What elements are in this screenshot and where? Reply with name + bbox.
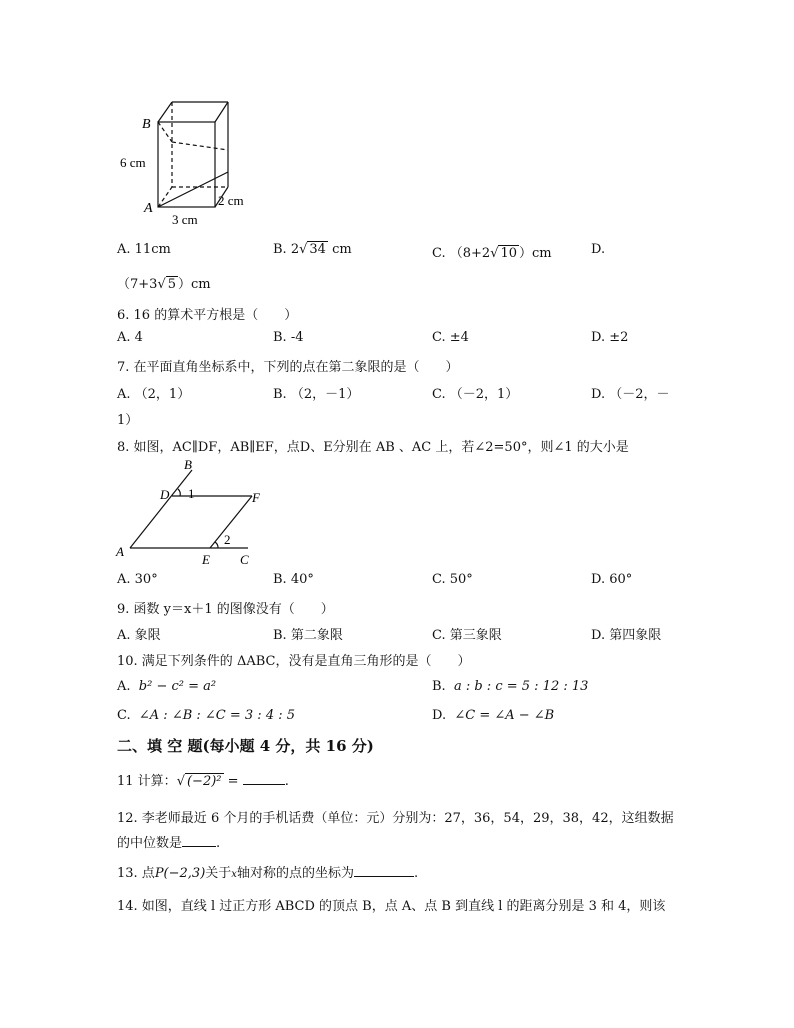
q12-answer-blank[interactable] <box>182 834 216 847</box>
q13-mid: 关于 <box>205 866 232 881</box>
q13-prefix: 13. 点 <box>117 866 155 881</box>
q5-option-d-cont <box>117 273 211 292</box>
q10-option-a-math: b² − c² = a² <box>138 679 217 694</box>
q10-option-b-math: a : b : c = 5 : 12 : 13 <box>453 679 589 694</box>
q12-line2-suffix: . <box>216 836 221 851</box>
q6-option-d[interactable]: D. ±2 <box>591 330 629 345</box>
q10-option-a-label: A. <box>117 679 131 694</box>
q5-option-b[interactable] <box>273 242 352 257</box>
q5-option-a[interactable]: A. 11cm <box>117 242 171 257</box>
q13-mid2: 轴对称的点的坐标为 <box>236 866 354 881</box>
q5-option-d[interactable]: D. <box>591 242 606 257</box>
q10-option-d-label: D. <box>432 708 447 723</box>
sqrt-sign: √ <box>157 277 166 292</box>
fig1-label-b: B <box>142 117 151 132</box>
q11-prefix: 11 计算： <box>117 774 177 789</box>
fig2-label-a: A <box>116 544 124 559</box>
q11-suffix: . <box>284 774 289 789</box>
q12-line2 <box>117 832 220 851</box>
q9-option-c[interactable]: C. 第三象限 <box>432 628 502 643</box>
q8-option-d[interactable]: D. 60° <box>591 572 633 587</box>
path-line-upper <box>158 122 172 142</box>
q6-option-a[interactable]: A. 4 <box>117 330 143 345</box>
q5-d-cont-prefix: （7+3 <box>117 277 158 292</box>
q8-option-c[interactable]: C. 50° <box>432 572 473 587</box>
q6-option-c[interactable]: C. ±4 <box>432 330 469 345</box>
q5-option-c-root: 10 <box>500 246 518 261</box>
q10-option-b-label: B. <box>432 679 446 694</box>
fig1-dim-height: 6 cm <box>120 155 146 170</box>
sqrt-sign: √ <box>299 242 308 257</box>
q8-option-b[interactable]: B. 40° <box>273 572 314 587</box>
fig2-label-f: F <box>252 490 260 505</box>
q11 <box>117 770 289 789</box>
fig2-label-2: 2 <box>224 532 231 547</box>
q8-stem: 8. 如图，AC∥DF，AB∥EF，点D、E分别在 AB 、AC 上，若∠2=50°，则∠1 的大小是 <box>117 440 629 455</box>
q5-option-b-prefix: B. 2 <box>273 242 300 257</box>
q14-stem: 14. 如图，直线 l 过正方形 ABCD 的顶点 B，点 A、点 B 到直线 l 的距离分别是 3 和 4，则该 <box>117 899 666 914</box>
q10-option-d-math: ∠C = ∠A − ∠B <box>454 708 555 723</box>
fig2-label-1: 1 <box>188 486 195 501</box>
q6-option-b[interactable]: B. -4 <box>273 330 304 345</box>
q5-d-cont-suffix: ）cm <box>178 277 211 292</box>
q7-stem: 7. 在平面直角坐标系中，下列的点在第二象限的是（ ） <box>117 360 459 375</box>
q10-option-c-label: C. <box>117 708 131 723</box>
q7-option-a[interactable]: A. （2，1） <box>117 387 191 402</box>
q11-radicand: (−2)² <box>186 774 222 789</box>
angle-1-arc <box>178 489 180 496</box>
q7-option-b[interactable]: B. （2，－1） <box>273 387 360 402</box>
fig2-label-d: D <box>160 487 170 502</box>
q7-option-d[interactable]: D. （－2，－ <box>591 387 670 402</box>
q11-answer-blank[interactable] <box>243 772 285 785</box>
parallelogram-figure <box>112 456 282 571</box>
q8-option-a[interactable]: A. 30° <box>117 572 158 587</box>
sqrt-sign: √ <box>176 774 185 789</box>
q9-stem: 9. 函数 y＝x＋1 的图像没有（ ） <box>117 602 334 617</box>
q13-axis: x <box>231 869 237 880</box>
line-ab <box>130 470 192 548</box>
fig1-dim-width: 3 cm <box>172 212 198 227</box>
q13-suffix: . <box>413 866 419 881</box>
line-fe <box>210 496 252 548</box>
section-2-heading: 二、填 空 题(每小题 4 分，共 16 分) <box>117 737 374 755</box>
q10-option-b[interactable] <box>432 679 588 694</box>
q5-option-c[interactable] <box>432 242 552 261</box>
q5-option-b-root: 34 <box>309 242 326 257</box>
q5-option-c-suffix: ）cm <box>519 246 552 261</box>
q12-line2-prefix: 的中位数是 <box>117 836 183 851</box>
fig2-label-e: E <box>202 552 210 567</box>
q7-option-c[interactable]: C. （－2，1） <box>432 387 519 402</box>
q5-d-cont-root: 5 <box>167 277 177 292</box>
q12-line1: 12. 李老师最近 6 个月的手机话费（单位：元）分别为：27，36，54，29，38，42，这组数据 <box>117 811 674 826</box>
fig2-label-c: C <box>240 552 249 567</box>
q13-answer-blank[interactable] <box>354 864 414 877</box>
angle-2-arc <box>215 542 218 548</box>
q6-stem: 6. 16 的算术平方根是（ ） <box>117 308 298 323</box>
q9-option-d[interactable]: D. 第四象限 <box>591 628 662 643</box>
q13 <box>117 862 418 881</box>
q10-stem: 10. 满足下列条件的 ΔABC，没有是直角三角形的是（ ） <box>117 654 471 669</box>
q5-option-c-prefix: C. （8+2 <box>432 246 491 261</box>
q10-option-d[interactable] <box>432 708 554 723</box>
q7-option-d-cont: 1） <box>117 413 139 428</box>
fig1-dim-depth: 2 cm <box>218 193 244 208</box>
q10-option-c[interactable] <box>117 708 295 723</box>
sqrt-sign: √ <box>490 246 499 261</box>
q10-option-a[interactable] <box>117 679 216 694</box>
q13-point: P(−2,3) <box>154 866 206 881</box>
fig1-label-a: A <box>144 201 153 216</box>
fig2-label-b: B <box>184 457 192 472</box>
q10-option-c-math: ∠A : ∠B : ∠C = 3 : 4 : 5 <box>138 708 296 723</box>
q5-option-b-suffix: cm <box>332 242 352 257</box>
q9-option-b[interactable]: B. 第二象限 <box>273 628 343 643</box>
q9-option-a[interactable]: A. 象限 <box>117 628 161 643</box>
box-figure <box>110 92 270 228</box>
q11-eq: = <box>227 774 239 789</box>
